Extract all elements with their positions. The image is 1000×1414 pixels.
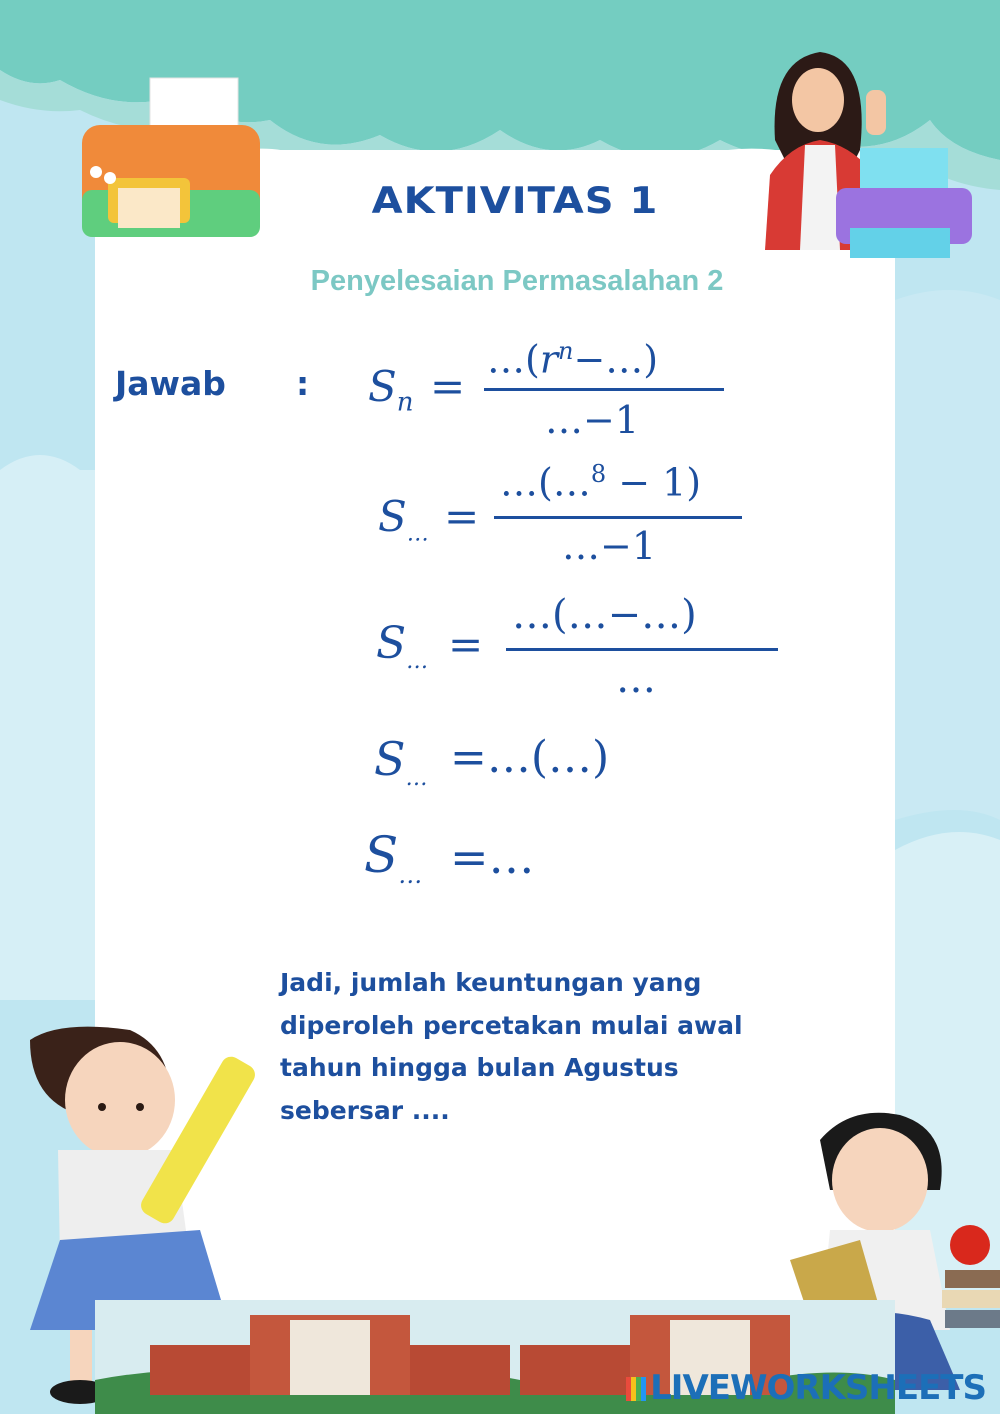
conclusion-line-2: diperoleh percetakan mulai awal bbox=[280, 1010, 743, 1040]
eq3-numerator: …(…−…) bbox=[512, 592, 697, 638]
eq2-fraction-bar bbox=[494, 516, 742, 519]
eq1-equals: = bbox=[430, 362, 466, 411]
eq5-lhs: $S_\dots$ bbox=[364, 826, 423, 889]
conclusion-line-1: Jadi, jumlah keuntungan yang bbox=[280, 968, 702, 997]
liveworksheets-logo[interactable] bbox=[626, 1368, 986, 1408]
eq3-denominator: … bbox=[616, 656, 656, 702]
eq2-equals: = bbox=[444, 492, 480, 541]
eq5-rhs: =… bbox=[450, 830, 535, 884]
eq1-denominator: …−1 bbox=[545, 398, 640, 442]
eq3-fraction-bar bbox=[506, 648, 778, 651]
page-title: AKTIVITAS 1 bbox=[371, 179, 659, 223]
liveworksheets-logo-text: LIVEWORKSHEETS bbox=[650, 1368, 986, 1408]
eq2-numerator: …(…$^8$ − 1) bbox=[500, 460, 702, 505]
eq4-rhs: =…(…) bbox=[450, 732, 610, 783]
conclusion-text bbox=[280, 962, 800, 1132]
eq1-lhs: $S_n$ bbox=[368, 362, 414, 418]
conclusion-line-4: sebersar .... bbox=[280, 1095, 450, 1125]
eq1-numerator: $\dots(r^n-\dots)$ bbox=[487, 337, 659, 382]
eq2-denominator: …−1 bbox=[562, 524, 657, 568]
eq1-fraction-bar bbox=[484, 388, 724, 391]
answer-label: Jawab bbox=[115, 364, 226, 403]
eq2-lhs: $S_\dots$ bbox=[378, 492, 429, 547]
liveworksheets-logo-icon bbox=[626, 1377, 646, 1401]
page-subtitle: Penyelesaian Permasalahan 2 bbox=[310, 265, 724, 297]
answer-colon: : bbox=[296, 364, 310, 403]
eq3-equals: = bbox=[448, 620, 484, 669]
eq3-lhs: $S_\dots$ bbox=[376, 618, 429, 674]
eq4-lhs: $S_\dots$ bbox=[374, 732, 428, 792]
conclusion-line-3: tahun hingga bulan Agustus bbox=[280, 1053, 679, 1082]
